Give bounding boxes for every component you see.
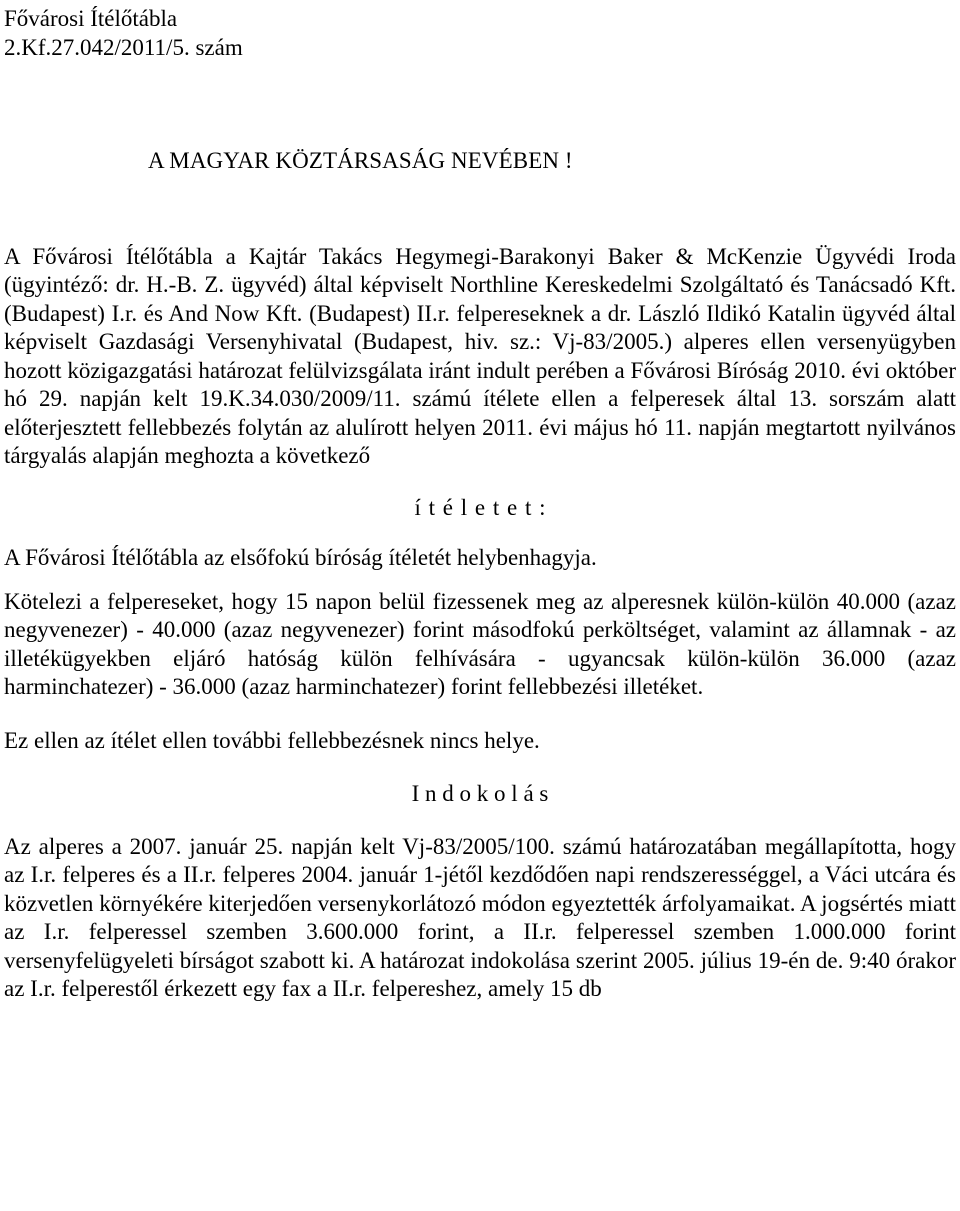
reasons-heading: I n d o k o l á s: [411, 781, 549, 806]
no-appeal-paragraph: Ez ellen az ítélet ellen további fellebbezésnek nincs helye.: [4, 727, 540, 753]
case-number: 2.Kf.27.042/2011/5. szám: [4, 34, 243, 60]
reasons-paragraph: Az alperes a 2007. január 25. napján kelt Vj-83/2005/100. számú határozatában megállapította, hogy az I.r. felperes és a II.r. felperes 2004. január 1-jétől kezdődően napi rendszerességgel, a Váci utcára és közvetlen környékére kiterjedően versenykorlátozó módon egyeztették árfolyamaikat. A jogsértés miatt az I.r. felperessel szemben 3.600.000 forint, a II.r. felperessel szemben 1.000.000 forint versenyfelügyeleti bírságot szabott ki. A határozat indokolása szerint 2005. július 19-én de. 9:40 órakor az I.r. felperestől érkezett egy fax a II.r. felpereshez, amely 15 db: [4, 833, 956, 1001]
document-header: [4, 5, 956, 62]
nation-title: A MAGYAR KÖZTÁRSASÁG NEVÉBEN !: [148, 148, 573, 173]
document-page: [4, 5, 956, 1004]
intro-paragraph: A Fővárosi Ítélőtábla a Kajtár Takács Hegymegi-Barakonyi Baker & McKenzie Ügyvédi Iroda (ügyintéző: dr. H.-B. Z. ügyvéd) által képviselt Northline Kereskedelmi Szolgáltató és Tanácsadó Kft. (Budapest) I.r. és And Now Kft. (Budapest) II.r. felpereseknek a dr. László Ildikó Katalin ügyvéd által képviselt Gazdasági Versenyhivatal (Budapest, hiv. sz.: Vj-83/2005.) alperes ellen versenyügyben hozott közigazgatási határozat felülvizsgálata iránt indult perében a Fővárosi Bíróság 2010. évi október hó 29. napján kelt 19.K.34.030/2009/11. számú ítélete ellen a felperesek által 13. sorszám alatt előterjesztett fellebbezés folytán az alulírott helyen 2011. évi május hó 11. napján megtartott nyilvános tárgyalás alapján meghozta a következő: [4, 243, 956, 468]
verdict-heading: í t é l e t e t :: [414, 494, 546, 520]
costs-paragraph: Kötelezi a felpereseket, hogy 15 napon belül fizessenek meg az alperesnek külön-külön 40.000 (azaz negyvenezer) - 40.000 (azaz negyvenezer) forint másodfokú perköltséget, valamint az államnak - az illetékügyekben eljáró hatóság külön felhívására - ugyancsak külön-külön 36.000 (azaz harminchatezer) - 36.000 (azaz harminchatezer) forint fellebbezési illetéket.: [4, 588, 956, 699]
court-name: Fővárosi Ítélőtábla: [4, 6, 178, 31]
affirm-paragraph: A Fővárosi Ítélőtábla az elsőfokú bíróság ítéletét helybenhagyja.: [4, 545, 597, 570]
